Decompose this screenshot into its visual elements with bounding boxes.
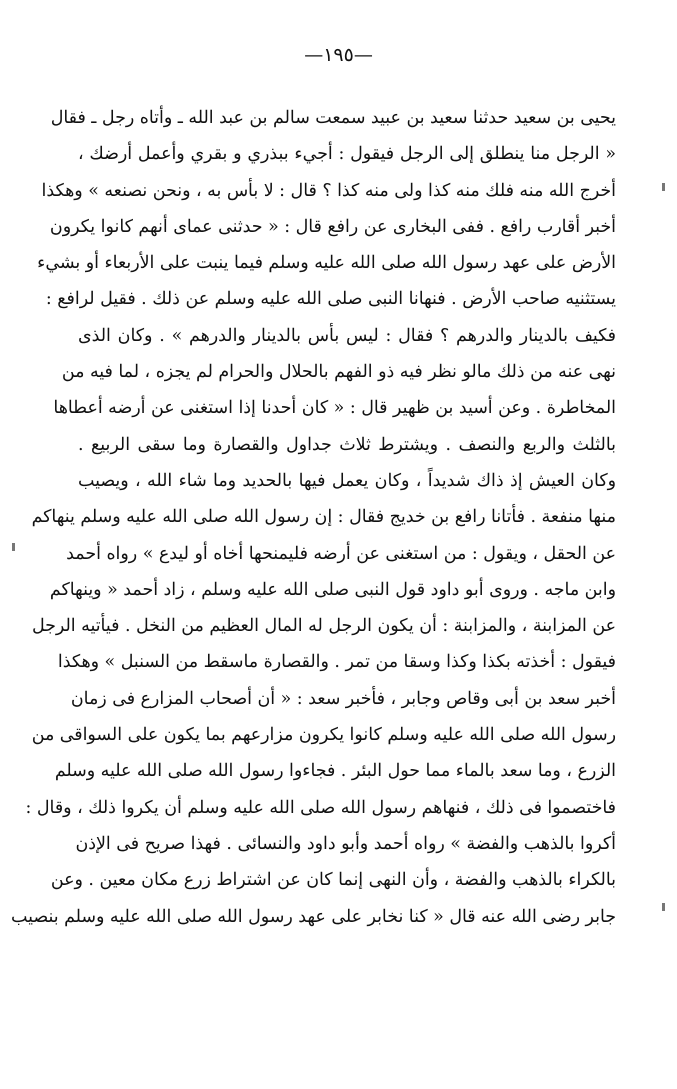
text-line: الأرض على عهد رسول الله صلى الله عليه وسلم فيما ينبت على الأربعاء أو بشيء	[37, 253, 616, 274]
text-line: منها منفعة . فأتانا رافع بن خديج فقال : إن رسول الله صلى الله عليه وسلم ينهاكم	[31, 507, 616, 528]
text-line: بالكراء بالذهب والفضة ، وأن النهى إنما كان عن اشتراط زرع مكان معين . وعن	[50, 870, 616, 891]
text-line: يستثنيه صاحب الأرض . فنهانا النبى صلى الله عليه وسلم عن ذلك . فقيل لرافع :	[45, 289, 616, 310]
body-text	[11, 100, 616, 935]
text-line: جابر رضى الله عنه قال « كنا نخابر على عهد رسول الله صلى الله عليه وسلم بنصيب	[11, 906, 616, 927]
text-line: الزرع ، وما سعد بالماء مما حول البئر . فجاءوا رسول الله صلى الله عليه وسلم	[54, 761, 616, 782]
text-line: عن المزابنة ، والمزابنة : أن يكون الرجل له المال العظيم من النخل . فيأتيه الرجل	[31, 616, 616, 637]
text-line: عن الحقل ، ويقول : من استغنى عن أرضه فليمنحها أخاه أو ليدع » رواه أحمد	[66, 543, 616, 564]
text-line: أكروا بالذهب والفضة » رواه أحمد وأبو داود والنسائى . فهذا صريح فى الإذن	[75, 833, 616, 854]
text-line: فيقول : أخذته بكذا وكذا وسقا من تمر . والقصارة ماسقط من السنبل » وهكذا	[57, 652, 616, 673]
text-line: نهى عنه من ذلك مالو نظر فيه ذو الفهم بالحلال والحرام لم يجزه ، لما فيه من	[61, 362, 616, 383]
text-line: أخبر سعد بن أبى وقاص وجابر ، فأخبر سعد : « أن أصحاب المزارع فى زمان	[70, 688, 616, 709]
text-line: فكيف بالدينار والدرهم ؟ فقال : ليس بأس بالدينار والدرهم » . وكان الذى	[78, 325, 616, 346]
text-line: بالثلث والربع والنصف . ويشترط ثلاث جداول والقصارة وما سقى الربيع .	[78, 434, 616, 455]
text-line: يحيى بن سعيد حدثنا سعيد بن عبيد سمعت سالم بن عبد الله ـ وأتاه رجل ـ فقال	[50, 108, 616, 128]
margin-mark-right	[662, 183, 665, 191]
text-line: فاختصموا فى ذلك ، فنهاهم رسول الله صلى الله عليه وسلم أن يكروا ذلك ، وقال :	[25, 797, 616, 818]
margin-mark-right	[662, 903, 665, 911]
text-line: رسول الله صلى الله عليه وسلم كانوا يكرون مزارعهم بما يكون على السواقى من	[31, 725, 616, 746]
text-line: أخبر أقارب رافع . ففى البخارى عن رافع قال : « حدثنى عماى أنهم كانوا يكرون	[49, 216, 616, 237]
text-line: المخاطرة . وعن أسيد بن ظهير قال : « كان أحدنا إذا استغنى عن أرضه أعطاها	[53, 398, 616, 419]
margin-mark-left	[12, 543, 15, 551]
text-line: وكان العيش إذ ذاك شديداً ، وكان يعمل فيها بالحديد وما شاء الله ، ويصيب	[78, 470, 616, 491]
text-line: وابن ماجه . وروى أبو داود قول النبى صلى الله عليه وسلم ، زاد أحمد « وينهاكم	[49, 579, 616, 600]
text-line: أخرج الله منه فلك منه كذا ولى منه كذا ؟ قال : لا بأس به ، ونحن نصنعه » وهكذا	[41, 180, 616, 201]
text-line: « الرجل منا ينطلق إلى الرجل فيقول : أجيء ببذري و بقري وأعمل أرضك ،	[78, 144, 616, 165]
page-number: —١٩٥—	[304, 44, 373, 66]
